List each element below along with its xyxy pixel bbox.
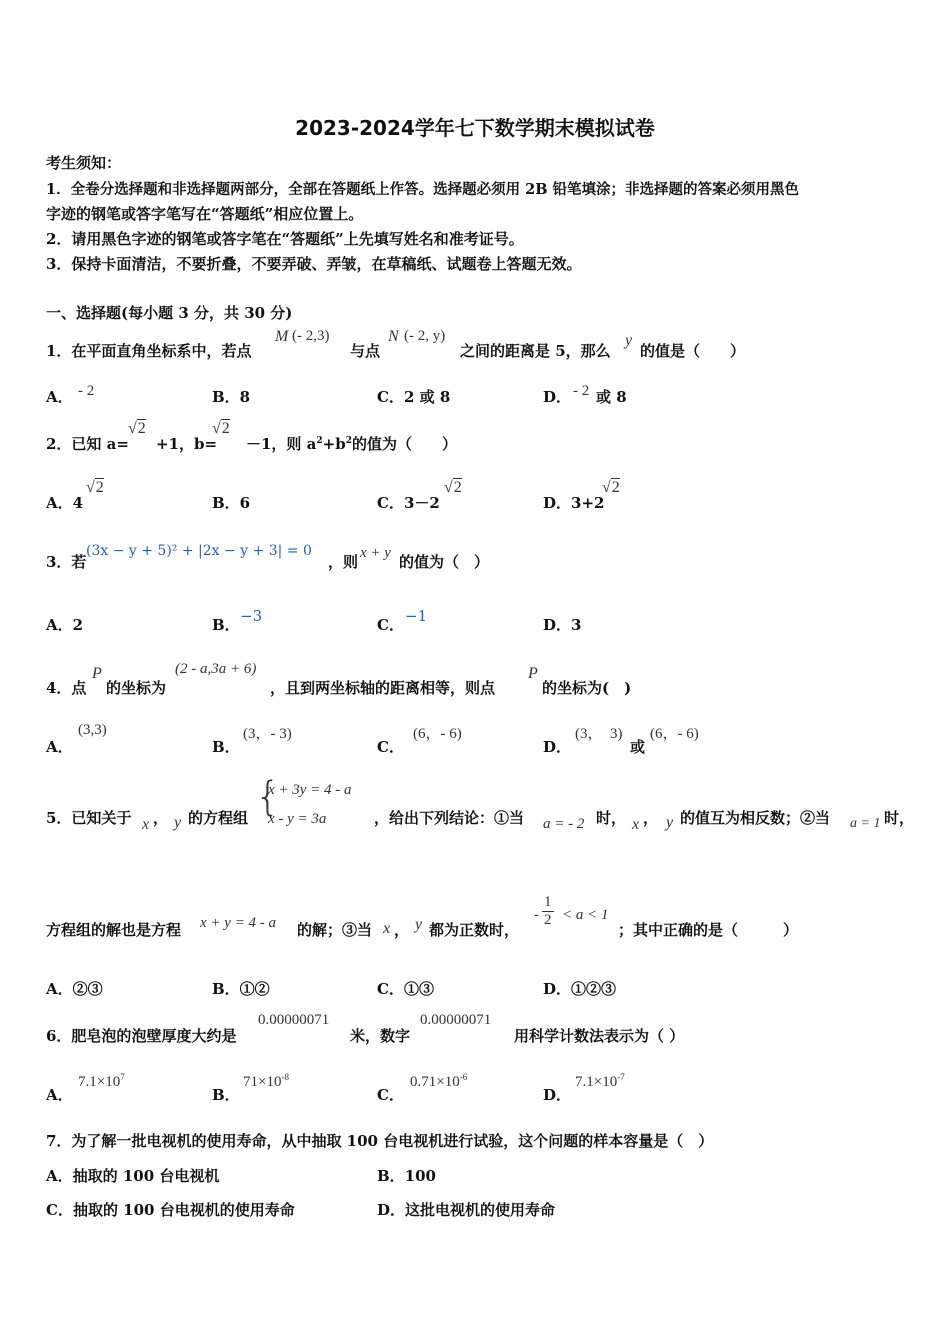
- q2-text-3: －1，则 $a^2+b^2$的值为（ ）: [246, 435, 457, 453]
- q5-var-x-3: x: [383, 920, 391, 937]
- q4-option-b-label: B．: [212, 738, 240, 756]
- notice-line-1a: 1．全卷分选择题和非选择题两部分，全部在答题纸上作答。选择题必须用 2B 铅笔填涂；非选择题的答案必须用黑色: [46, 181, 800, 198]
- q5-text-1: 5．已知关于: [46, 809, 132, 827]
- q5-line2-text-3: 都为正数时，: [429, 921, 520, 939]
- q6-option-b-value: $71\times 10^{-8}$: [243, 1072, 289, 1090]
- q5-fraction: $\frac{1}{2}$: [544, 894, 552, 928]
- q5-var-y: y: [174, 814, 182, 831]
- q2-option-c-sqrt: √2: [444, 479, 462, 496]
- q4-option-d-value-1: (3， 3): [575, 726, 623, 742]
- q6-value-1: 0.00000071: [258, 1012, 330, 1028]
- q5-equation-3: x + y = 4 - a: [200, 915, 277, 931]
- q6-option-a-value: $7.1\times 10^7$: [78, 1072, 125, 1090]
- q2-option-d-sqrt: √2: [602, 479, 620, 496]
- q2-option-b: B．6: [212, 494, 251, 512]
- q5-line2-text-2: 的解；③当: [297, 921, 373, 939]
- q1-point-n: N: [388, 328, 399, 345]
- q3-text-3: 的值为（ ）: [399, 553, 490, 571]
- q4-point-p: P: [92, 665, 102, 682]
- q1-option-a-label: A．: [46, 388, 73, 406]
- q5-condition-2: a = 1: [850, 816, 881, 831]
- notice-heading: 考生须知：: [46, 154, 122, 172]
- q5-option-b: B．①②: [212, 980, 270, 998]
- notice-line-1b: 字迹的钢笔或答字笔写在“答题纸”相应位置上。: [46, 205, 364, 223]
- q6-value-2: 0.00000071: [420, 1012, 492, 1028]
- q6-text-2: 米，数字: [350, 1027, 411, 1045]
- q1-option-d-value: - 2: [573, 383, 590, 399]
- q1-text-4: 的值是（ ）: [640, 342, 746, 360]
- q6-text-3: 用科学计数法表示为（ ）: [514, 1027, 685, 1045]
- q1-var-y: y: [625, 332, 633, 349]
- q5-text-5: 的值互为相反数；②当: [680, 809, 831, 827]
- q1-option-c: C．2 或 8: [377, 388, 451, 406]
- q7-option-a: A．抽取的 100 台电视机: [46, 1167, 220, 1185]
- q3-option-c-label: C．: [377, 616, 404, 634]
- q3-option-b-label: B．: [212, 616, 240, 634]
- notice-line-2: 2．请用黑色字迹的钢笔或答字笔在“答题纸”上先填写姓名和准考证号。: [46, 230, 524, 248]
- q4-option-c-value: (6，- 6): [413, 726, 462, 742]
- q5-system-brace: {: [255, 774, 281, 820]
- q5-option-c: C．①③: [377, 980, 434, 998]
- q2-text-1: 2．已知 a=: [46, 435, 129, 453]
- q4-coordinate: (2 - a,3a + 6): [175, 661, 257, 677]
- q2-sqrt-b: √2: [212, 420, 230, 437]
- q4-point-p-2: P: [528, 665, 538, 682]
- q1-point-n-coord: (- 2, y): [404, 328, 446, 344]
- q6-option-c-value: $0.71\times 10^{-6}$: [410, 1072, 468, 1090]
- q1-option-d-text: 或 8: [596, 388, 627, 406]
- q1-text-3: 之间的距离是 5，那么: [460, 342, 611, 360]
- q6-option-d-label: D．: [543, 1086, 572, 1104]
- q5-text-6: 时，: [884, 809, 915, 827]
- q5-var-x-2: x: [632, 816, 640, 833]
- q5-var-y-2: y: [666, 814, 674, 831]
- q7-option-c: C．抽取的 100 台电视机的使用寿命: [46, 1201, 295, 1219]
- q3-option-c-value: −1: [405, 607, 428, 625]
- q7-option-d: D．这批电视机的使用寿命: [377, 1201, 556, 1219]
- q4-option-b-value: (3，- 3): [243, 726, 292, 742]
- q5-text-2: 的方程组: [188, 809, 249, 827]
- q4-option-d-label: D．: [543, 738, 572, 756]
- q1-text-2: 与点: [350, 342, 381, 360]
- q4-option-a-value: (3,3): [78, 722, 107, 738]
- q7-text: 7．为了解一批电视机的使用寿命，从中抽取 100 台电视机进行试验，这个问题的样本容量是（ ）: [46, 1132, 714, 1150]
- q1-point-m-coord: (- 2,3): [292, 328, 330, 344]
- q5-line2-text-4: ；其中正确的是（ ）: [618, 921, 799, 939]
- q4-option-c-label: C．: [377, 738, 404, 756]
- q6-option-c-label: C．: [377, 1086, 404, 1104]
- q4-option-d-or: 或: [630, 738, 646, 756]
- q4-text-3: ，且到两坐标轴的距离相等，则点: [270, 679, 496, 697]
- q3-text-1: 3．若: [46, 553, 87, 571]
- q3-text-2: ，则: [328, 553, 359, 571]
- q5-condition-1: a = - 2: [543, 816, 585, 832]
- q6-option-a-label: A．: [46, 1086, 73, 1104]
- q3-equation: (3x − y + 5)² + |2x − y + 3| = 0: [86, 543, 312, 559]
- q5-var-y-3: y: [415, 916, 423, 933]
- q1-text-1: 1．在平面直角坐标系中，若点: [46, 342, 252, 360]
- q3-option-d: D．3: [543, 616, 582, 634]
- q2-option-d: D．3+2: [543, 494, 605, 512]
- page-title: 2023-2024学年七下数学期末模拟试卷: [295, 116, 655, 140]
- q1-point-m: M: [275, 328, 289, 345]
- q5-option-a: A．②③: [46, 980, 103, 998]
- q6-option-d-value: $7.1\times 10^{-7}$: [575, 1072, 625, 1090]
- q6-text-1: 6．肥皂泡的泡壁厚度大约是: [46, 1027, 237, 1045]
- q5-equation-2: x - y = 3a: [268, 811, 327, 827]
- q2-option-a: A．4: [46, 494, 84, 512]
- q5-text-3: ，给出下列结论：①当: [374, 809, 525, 827]
- q3-option-b-value: −3: [240, 607, 263, 625]
- q5-line2-text-1: 方程组的解也是方程: [46, 921, 182, 939]
- q4-text-1: 4．点: [46, 679, 87, 697]
- q5-text-4: 时，: [596, 809, 627, 827]
- q5-comma-2: ，: [643, 809, 659, 827]
- section-heading: 一、选择题(每小题 3 分，共 30 分): [46, 304, 293, 322]
- q5-inequality: < a < 1: [562, 907, 609, 923]
- q5-comma-1: ，: [153, 809, 169, 827]
- q2-option-a-sqrt: √2: [86, 479, 104, 496]
- q2-text-2: +1，b=: [156, 435, 218, 453]
- q1-option-d-label: D．: [543, 388, 572, 406]
- q3-option-a: A．2: [46, 616, 84, 634]
- q5-comma-3: ，: [394, 921, 410, 939]
- q4-option-d-value-2: (6，- 6): [650, 726, 699, 742]
- q5-fraction-sign: -: [534, 907, 539, 923]
- q3-sum: x + y: [360, 545, 391, 561]
- q2-option-c: C．3－2: [377, 494, 440, 512]
- q7-option-b: B．100: [377, 1167, 436, 1185]
- q5-option-d: D．①②③: [543, 980, 617, 998]
- q2-sqrt-a: √2: [128, 420, 146, 437]
- q4-text-4: 的坐标为( ): [542, 679, 632, 697]
- q4-text-2: 的坐标为: [106, 679, 167, 697]
- q5-equation-1: x + 3y = 4 - a: [268, 782, 352, 798]
- q5-var-x: x: [142, 816, 150, 833]
- q1-option-b: B．8: [212, 388, 251, 406]
- notice-line-3: 3．保持卡面清洁，不要折叠，不要弄破、弄皱，在草稿纸、试题卷上答题无效。: [46, 255, 582, 273]
- q6-option-b-label: B．: [212, 1086, 240, 1104]
- q1-option-a-value: - 2: [78, 383, 95, 399]
- q4-option-a-label: A．: [46, 738, 73, 756]
